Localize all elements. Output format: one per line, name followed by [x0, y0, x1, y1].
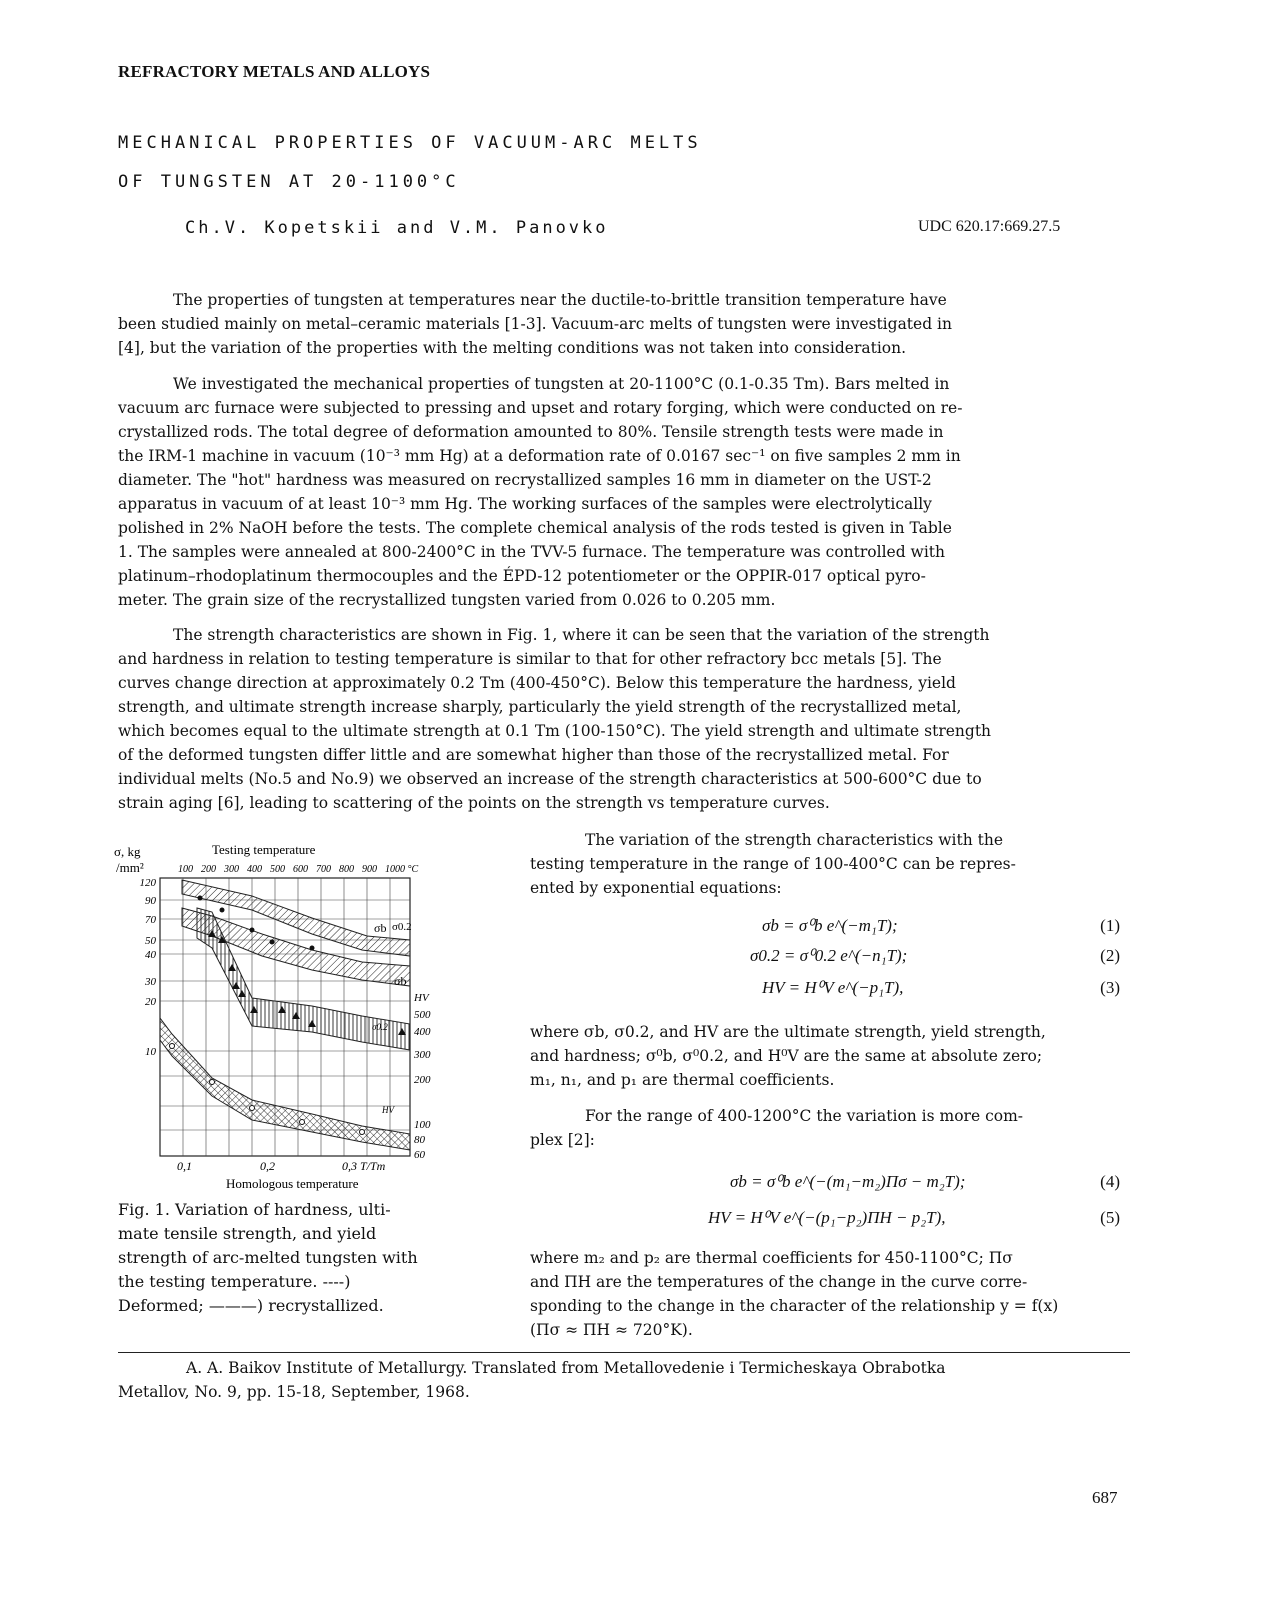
text-line: crystallized rods. The total degree of deformation amounted to 80%. Tensile strength tests were made in: [118, 423, 944, 441]
text-line: which becomes equal to the ultimate strength at 0.1 Tm (100-150°C). The yield strength and ultimate strength: [118, 722, 992, 740]
top-tick: 300: [224, 864, 239, 875]
top-tick: 700: [316, 864, 331, 875]
left-tick: 30: [145, 976, 156, 988]
right-tick: 80: [414, 1134, 425, 1146]
text-line: (Πσ ≈ ΠH ≈ 720°K).: [530, 1321, 693, 1339]
section-heading: REFRACTORY METALS AND ALLOYS: [118, 62, 431, 81]
text-line: where σb, σ0.2, and HV are the ultimate strength, yield strength,: [530, 1023, 1046, 1041]
top-tick: 600: [293, 864, 308, 875]
equation-2: σ0.2 = σ⁰0.2 e^(−n₁T);: [750, 946, 908, 965]
equation-3: HV = H⁰V e^(−p₁T),: [762, 978, 904, 997]
text-line: platinum–rhodoplatinum thermocouples and the ÉPD-12 potentiometer or the OPPIR-017 optical pyro-: [118, 567, 926, 585]
footnote: [118, 1356, 1133, 1404]
left-tick: 120: [139, 877, 156, 889]
caption-line: Deformed; ———) recrystallized.: [118, 1296, 384, 1315]
right-tick: 200: [414, 1074, 431, 1086]
right-tick: 60: [414, 1149, 425, 1161]
top-tick: 800: [339, 864, 354, 875]
right-column-text-4: [530, 1246, 1140, 1342]
text-line: ented by exponential equations:: [530, 879, 782, 897]
text-line: of the deformed tungsten differ little and are somewhat higher than those of the recrystallized metal. For: [118, 746, 949, 764]
right-tick: 500: [414, 1009, 431, 1021]
text-line: [4], but the variation of the properties with the melting conditions was not taken into consideration.: [118, 339, 907, 357]
band-label-hv: HV: [382, 1105, 394, 1115]
caption-line: the testing temperature. ----): [118, 1272, 351, 1291]
article-title-line-1: MECHANICAL PROPERTIES OF VACUUM-ARC MELTS: [118, 133, 702, 153]
figure-1-chart: [112, 838, 457, 1198]
bottom-axis-title: Homologous temperature: [226, 1176, 359, 1191]
right-axis-label: HV: [414, 992, 429, 1004]
text-line: diameter. The "hot" hardness was measured on recrystallized samples 16 mm in diameter on the UST-2: [118, 471, 932, 489]
figure-1-caption: [118, 1198, 478, 1318]
left-tick: 40: [145, 949, 156, 961]
text-line: and hardness in relation to testing temperature is similar to that for other refractory bcc metals [5]. The: [118, 650, 942, 668]
paragraph-3: [118, 623, 1133, 815]
equations-4-5: [690, 1168, 1120, 1232]
text-line: 1. The samples were annealed at 800-2400°C in the TVV-5 furnace. The temperature was controlled with: [118, 543, 945, 561]
equation-4-number: (4): [1100, 1172, 1120, 1191]
equation-1: σb = σ⁰b e^(−m₁T);: [762, 916, 898, 935]
left-tick: 50: [145, 935, 156, 947]
band-label-sigma-0.2: σ0.2: [392, 921, 412, 933]
text-line: We investigated the mechanical properties of tungsten at 20-1100°C (0.1-0.35 Tm). Bars melted in: [173, 375, 950, 393]
text-line: sponding to the change in the character of the relationship y = f(x): [530, 1297, 1059, 1315]
equations-1-3: [690, 912, 1120, 1002]
top-tick: 200: [201, 864, 216, 875]
text-line: individual melts (No.5 and No.9) we observed an increase of the strength characteristics at 500-600°C due to: [118, 770, 982, 788]
bottom-tick: 0,1: [177, 1159, 192, 1173]
authors: Ch.V. Kopetskii and V.M. Panovko: [185, 218, 609, 238]
left-tick: 20: [145, 996, 156, 1008]
top-tick: 900: [362, 864, 377, 875]
text-line: testing temperature in the range of 100-400°C can be repres-: [530, 855, 1016, 873]
text-line: For the range of 400-1200°C the variation is more com-: [585, 1107, 1024, 1125]
text-line: and hardness; σ⁰b, σ⁰0.2, and H⁰V are the same at absolute zero;: [530, 1047, 1043, 1065]
text-line: m₁, n₁, and p₁ are thermal coefficients.: [530, 1071, 835, 1089]
text-line: meter. The grain size of the recrystallized tungsten varied from 0.026 to 0.205 mm.: [118, 591, 776, 609]
text-line: strain aging [6], leading to scattering of the points on the strength vs temperature curves.: [118, 794, 830, 812]
text-line: The strength characteristics are shown in Fig. 1, where it can be seen that the variation of the strength: [173, 626, 990, 644]
band-label-sigma-b-rec: σb: [394, 974, 407, 988]
paragraph-2: [118, 372, 1133, 612]
text-line: curves change direction at approximately 0.2 Tm (400-450°C). Below this temperature the hardness, yield: [118, 674, 956, 692]
text-line: vacuum arc furnace were subjected to pressing and upset and rotary forging, which were conducted on re-: [118, 399, 963, 417]
text-line: been studied mainly on metal–ceramic materials [1-3]. Vacuum-arc melts of tungsten were investigated in: [118, 315, 952, 333]
left-axis-ticks: [140, 877, 157, 1058]
top-tick: 400: [247, 864, 262, 875]
caption-line: strength of arc-melted tungsten with: [118, 1248, 418, 1267]
text-line: the IRM-1 machine in vacuum (10⁻³ mm Hg) at a deformation rate of 0.0167 sec⁻¹ on five samples 2 mm in: [118, 447, 961, 465]
text-line: The properties of tungsten at temperatures near the ductile-to-brittle transition temperature have: [173, 291, 947, 309]
top-axis-ticks: [178, 864, 418, 875]
equation-5-number: (5): [1100, 1208, 1120, 1227]
right-column-text-1: [530, 828, 1140, 900]
left-tick: 90: [145, 895, 156, 907]
text-line: and ΠH are the temperatures of the change in the curve corre-: [530, 1273, 1028, 1291]
equation-1-number: (1): [1100, 916, 1120, 935]
text-line: plex [2]:: [530, 1131, 595, 1149]
y-axis-label-2: /mm²: [116, 860, 144, 875]
equation-5: HV = H⁰V e^(−(p₁−p₂)ΠH − p₂T),: [708, 1208, 946, 1227]
equation-4: σb = σ⁰b e^(−(m₁−m₂)Πσ − m₂T);: [730, 1172, 966, 1191]
right-column-text-3: [530, 1104, 1140, 1152]
band-label-sigma-b: σb: [374, 921, 387, 935]
left-tick: 10: [145, 1046, 156, 1058]
right-column-text-2: [530, 1020, 1140, 1092]
right-tick: 300: [414, 1049, 431, 1061]
band-label-sigma-0.2-rec: σ0.2: [372, 1022, 388, 1032]
right-tick: 400: [414, 1026, 431, 1038]
y-axis-label-1: σ, kg: [114, 844, 141, 859]
top-tick: 100: [178, 864, 193, 875]
footnote-line: Metallov, No. 9, pp. 15-18, September, 1968.: [118, 1383, 470, 1401]
text-line: The variation of the strength characteristics with the: [585, 831, 1004, 849]
equation-2-number: (2): [1100, 946, 1120, 965]
equation-3-number: (3): [1100, 978, 1120, 997]
udc-code: UDC 620.17:669.27.5: [918, 218, 1061, 235]
bottom-axis-ticks: [177, 1159, 386, 1173]
right-tick: 100: [414, 1119, 431, 1131]
top-tick: 1000 °C: [385, 864, 419, 875]
paragraph-1: [118, 288, 1133, 360]
bottom-tick: 0,3 T/Tm: [342, 1159, 386, 1173]
page-number: 687: [1092, 1488, 1118, 1507]
caption-line: mate tensile strength, and yield: [118, 1224, 377, 1243]
bottom-tick: 0,2: [260, 1159, 275, 1173]
text-line: where m₂ and p₂ are thermal coefficients for 450-1100°C; Πσ: [530, 1249, 1013, 1267]
top-axis-title: Testing temperature: [212, 842, 316, 857]
text-line: strength, and ultimate strength increase sharply, particularly the yield strength of the recrystallized metal,: [118, 698, 962, 716]
top-tick: 500: [270, 864, 285, 875]
text-line: polished in 2% NaOH before the tests. The complete chemical analysis of the rods tested is given in Table: [118, 519, 952, 537]
footnote-line: A. A. Baikov Institute of Metallurgy. Translated from Metallovedenie i Termicheskaya Obrabotka: [186, 1359, 946, 1377]
right-axis-ticks: [413, 1009, 431, 1161]
footnote-divider: [118, 1352, 1130, 1353]
article-title-line-2: OF TUNGSTEN AT 20-1100°C: [118, 172, 460, 192]
text-line: apparatus in vacuum of at least 10⁻³ mm Hg. The working surfaces of the samples were electrolytically: [118, 495, 932, 513]
caption-line: Fig. 1. Variation of hardness, ulti-: [118, 1200, 391, 1219]
left-tick: 70: [145, 914, 156, 926]
